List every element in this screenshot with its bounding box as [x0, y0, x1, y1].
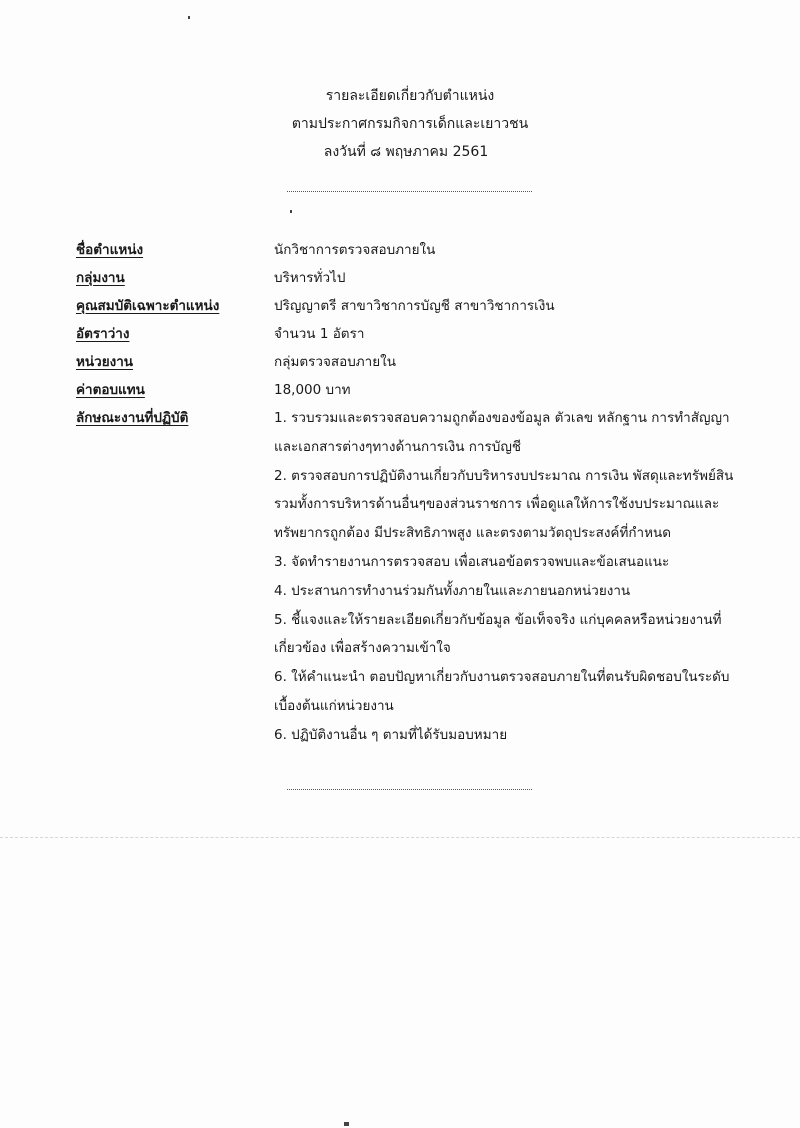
duty-line: 3. จัดทำรายงานการตรวจสอบ เพื่อเสนอข้อตรวจพบและข้อเสนอแนะ [274, 553, 670, 570]
duty-line: เกี่ยวข้อง เพื่อสร้างความเข้าใจ [274, 640, 451, 657]
position-details [76, 236, 756, 750]
dotted-separator-bottom [287, 789, 532, 790]
field-work-group [76, 264, 756, 292]
field-label: ค่าตอบแทน [76, 382, 145, 398]
field-value: กลุ่มตรวจสอบภายใน [274, 354, 396, 370]
duty-line: รวมทั้งการบริหารด้านอื่นๆของส่วนราชการ เพื่อดูแลให้การใช้งบประมาณและ [274, 496, 720, 513]
field-label: คุณสมบัติเฉพาะตำแหน่ง [76, 298, 220, 314]
field-label: ชื่อตำแหน่ง [76, 242, 144, 258]
duty-line: และเอกสารต่างๆทางด้านการเงิน การบัญชี [274, 438, 522, 455]
header-announcement: ตามประกาศกรมกิจการเด็กและเยาวชน [291, 116, 529, 132]
duties-list [274, 404, 756, 750]
scan-speck [344, 1122, 349, 1126]
field-department [76, 348, 756, 376]
scan-speck [290, 210, 292, 213]
field-vacancies [76, 320, 756, 348]
header-date: ลงวันที่ ๘ พฤษภาคม 2561 [323, 144, 489, 160]
scan-speck [188, 16, 190, 19]
field-compensation [76, 376, 756, 404]
duty-item [274, 404, 756, 462]
duty-line: 1. รวบรวมและตรวจสอบความถูกต้องของข้อมูล ตัวเลข หลักฐาน การทำสัญญา [274, 410, 730, 426]
duty-item [274, 721, 756, 750]
duty-line: 2. ตรวจสอบการปฏิบัติงานเกี่ยวกับบริหารงบประมาณ การเงิน พัสดุและทรัพย์สิน [274, 467, 734, 484]
field-qualifications [76, 292, 756, 320]
duty-item [274, 577, 756, 606]
duty-line: ทรัพยากรถูกต้อง มีประสิทธิภาพสูง และตรงตามวัตถุประสงค์ที่กำหนด [274, 525, 672, 542]
field-value: ปริญญาตรี สาขาวิชาการบัญชี สาขาวิชาการเงิน [274, 298, 555, 314]
document-header [0, 82, 800, 166]
field-value: นักวิชาการตรวจสอบภายใน [274, 242, 436, 258]
duty-item [274, 606, 756, 664]
field-value: จำนวน 1 อัตรา [274, 326, 365, 342]
duty-line: 6. ให้คำแนะนำ ตอบปัญหาเกี่ยวกับงานตรวจสอบภายในที่ตนรับผิดชอบในระดับ [274, 669, 730, 686]
header-title: รายละเอียดเกี่ยวกับตำแหน่ง [325, 88, 495, 104]
field-label: หน่วยงาน [76, 354, 134, 370]
field-value: 18,000 บาท [274, 382, 351, 398]
scan-fold-line [0, 837, 800, 838]
dotted-separator-top [287, 191, 532, 192]
duty-item [274, 663, 756, 721]
field-label: อัตราว่าง [76, 326, 130, 342]
duty-line: 5. ชี้แจงและให้รายละเอียดเกี่ยวกับข้อมูล ข้อเท็จจริง แก่บุคคลหรือหน่วยงานที่ [274, 611, 722, 628]
field-position-name [76, 236, 756, 264]
field-label: ลักษณะงานที่ปฏิบัติ [76, 410, 189, 426]
duty-item [274, 548, 756, 577]
duty-line: 4. ประสานการทำงานร่วมกันทั้งภายในและภายนอกหน่วยงาน [274, 582, 631, 599]
field-duties [76, 404, 756, 750]
duty-line: เบื้องต้นแก่หน่วยงาน [274, 697, 394, 714]
duty-line: 6. ปฏิบัติงานอื่น ๆ ตามที่ได้รับมอบหมาย [274, 726, 508, 743]
field-value: บริหารทั่วไป [274, 270, 346, 286]
duty-item [274, 462, 756, 548]
field-label: กลุ่มงาน [76, 270, 125, 286]
